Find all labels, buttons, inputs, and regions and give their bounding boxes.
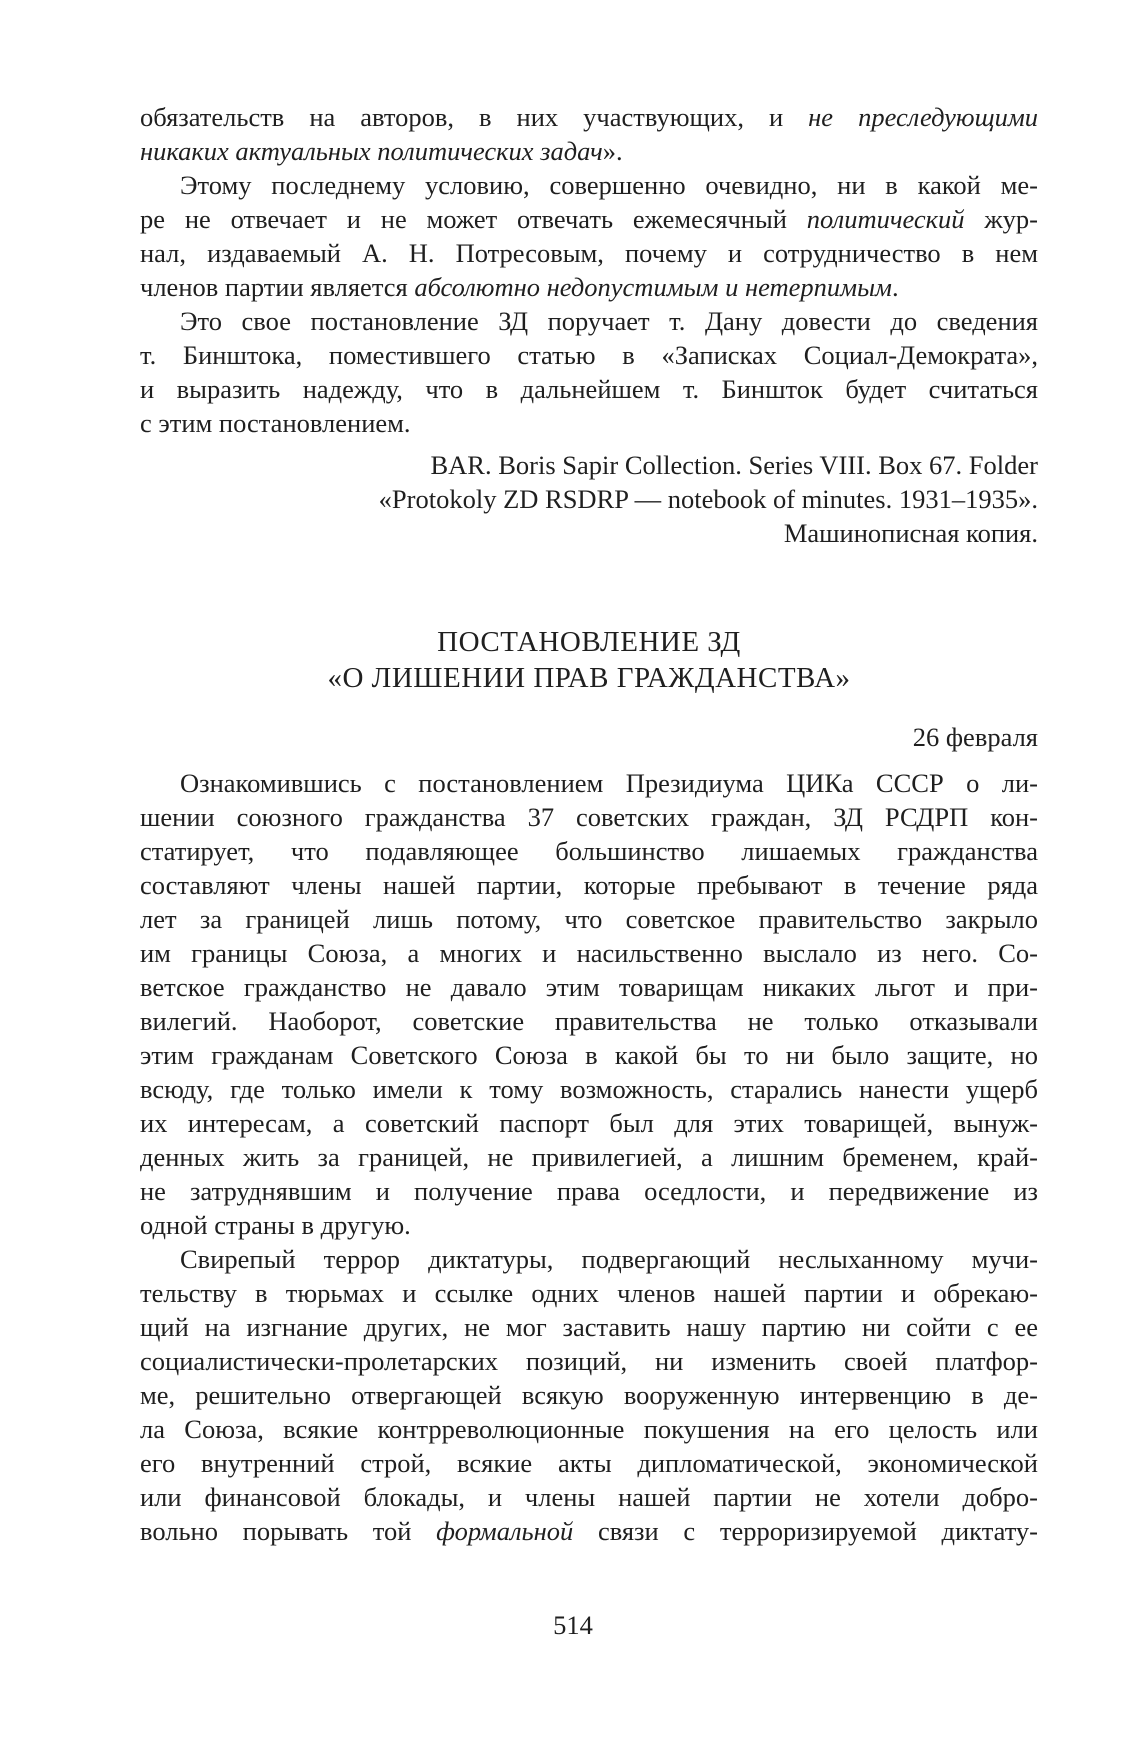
- text-line: шении союзного гражданства 37 советских граждан, ЗД РСДРП кон-: [140, 802, 1038, 832]
- text-line: статирует, что подавляющее большинство лишаемых гражданства: [140, 836, 1038, 866]
- text-line: никаких актуальных политических задач».: [140, 136, 623, 166]
- text-line: обязательств на авторов, в них участвующих, и не преследующими: [140, 102, 1038, 132]
- text-line: Ознакомившись с постановлением Президиума ЦИКа СССР о ли-: [180, 768, 1038, 798]
- resolution-body: [140, 766, 1038, 1548]
- emphasis: абсолютно недопустимым и нетерпимым: [414, 272, 892, 302]
- text-line: нал, издаваемый А. Н. Потресовым, почему и сотрудничество в нем: [140, 238, 1038, 268]
- text-line: членов партии является абсолютно недопустимым и нетерпимым.: [140, 272, 899, 302]
- heading-line-2: «О ЛИШЕНИИ ПРАВ ГРАЖДАНСТВА»: [327, 662, 851, 694]
- archival-source-note: [140, 448, 1038, 550]
- text-line: ветское гражданство не давало этим товарищам никаких льгот и при-: [140, 972, 1038, 1002]
- text-line: или финансовой блокады, и члены нашей партии не хотели добро-: [140, 1482, 1038, 1512]
- text-line: вольно порывать той формальной связи с терроризируемой диктату-: [140, 1516, 1038, 1546]
- emphasis: формальной: [436, 1516, 574, 1546]
- text-line: их интересам, а советский паспорт был для этих товарищей, вынуж-: [140, 1108, 1038, 1138]
- text-line: его внутренний строй, всякие акты дипломатической, экономической: [140, 1448, 1038, 1478]
- text-line: тельству в тюрьмах и ссылке одних членов нашей партии и обрекаю-: [140, 1278, 1038, 1308]
- text-line: щий на изгнание других, не мог заставить нашу партию ни сойти с ее: [140, 1312, 1038, 1342]
- source-line-2: «Protokoly ZD RSDRP — notebook of minutes. 1931–1935».: [378, 484, 1038, 514]
- paragraph-binshtok: [140, 304, 1038, 440]
- text-line: социалистически-пролетарских позиций, ни изменить своей платфор-: [140, 1346, 1038, 1376]
- text-line: ла Союза, всякие контрреволюционные покушения на его целость или: [140, 1414, 1038, 1444]
- text-line: и выразить надежду, что в дальнейшем т. Биншток будет считаться: [140, 374, 1038, 404]
- text-line: с этим постановлением.: [140, 408, 411, 438]
- text-line: Этому последнему условию, совершенно очевидно, ни в какой ме-: [180, 170, 1038, 200]
- text-line: не затруднявшим и получение права оседлости, и передвижение из: [140, 1176, 1038, 1206]
- heading-line-1: ПОСТАНОВЛЕНИЕ ЗД: [437, 626, 741, 658]
- document-date: 26 февраля: [912, 722, 1038, 752]
- text-line: вилегий. Наоборот, советские правительства не только отказывали: [140, 1006, 1038, 1036]
- text-line: ме, решительно отвергающей всякую вооруженную интервенцию в де-: [140, 1380, 1038, 1410]
- text-line: одной страны в другую.: [140, 1210, 411, 1240]
- source-line-1: BAR. Boris Sapir Collection. Series VIII. Box 67. Folder: [430, 450, 1038, 480]
- emphasis: никаких актуальных политических задач: [140, 136, 603, 166]
- text-line: этим гражданам Советского Союза в какой бы то ни было защите, но: [140, 1040, 1038, 1070]
- paragraph-citizenship: [140, 766, 1038, 1242]
- source-line-3: Машинописная копия.: [783, 518, 1038, 548]
- section-heading: [140, 624, 1038, 696]
- book-page: [140, 100, 1038, 1548]
- emphasis: не преследующими: [808, 102, 1038, 132]
- text-line: т. Бинштока, поместившего статью в «Записках Социал-Демократа»,: [140, 340, 1038, 370]
- text-line: им границы Союза, а многих и насильственно выслало из него. Со-: [140, 938, 1038, 968]
- text-line: всюду, где только имели к тому возможность, старались нанести ущерб: [140, 1074, 1038, 1104]
- text-line: составляют члены нашей партии, которые пребывают в течение ряда: [140, 870, 1038, 900]
- paragraph-terror: [140, 1242, 1038, 1548]
- text-line: ре не отвечает и не может отвечать ежемесячный политический жур-: [140, 204, 1038, 234]
- paragraph-potresov-journal: [140, 168, 1038, 304]
- emphasis: политический: [806, 204, 965, 234]
- continuation-paragraph: [140, 100, 1038, 168]
- text-line: лет за границей лишь потому, что советское правительство закрыло: [140, 904, 1038, 934]
- text-line: Свирепый террор диктатуры, подвергающий неслыханному мучи-: [180, 1244, 1038, 1274]
- page-number: 514: [553, 1610, 593, 1640]
- text-line: денных жить за границей, не привилегией, а лишним бременем, край-: [140, 1142, 1038, 1172]
- text-line: Это свое постановление ЗД поручает т. Дану довести до сведения: [180, 306, 1038, 336]
